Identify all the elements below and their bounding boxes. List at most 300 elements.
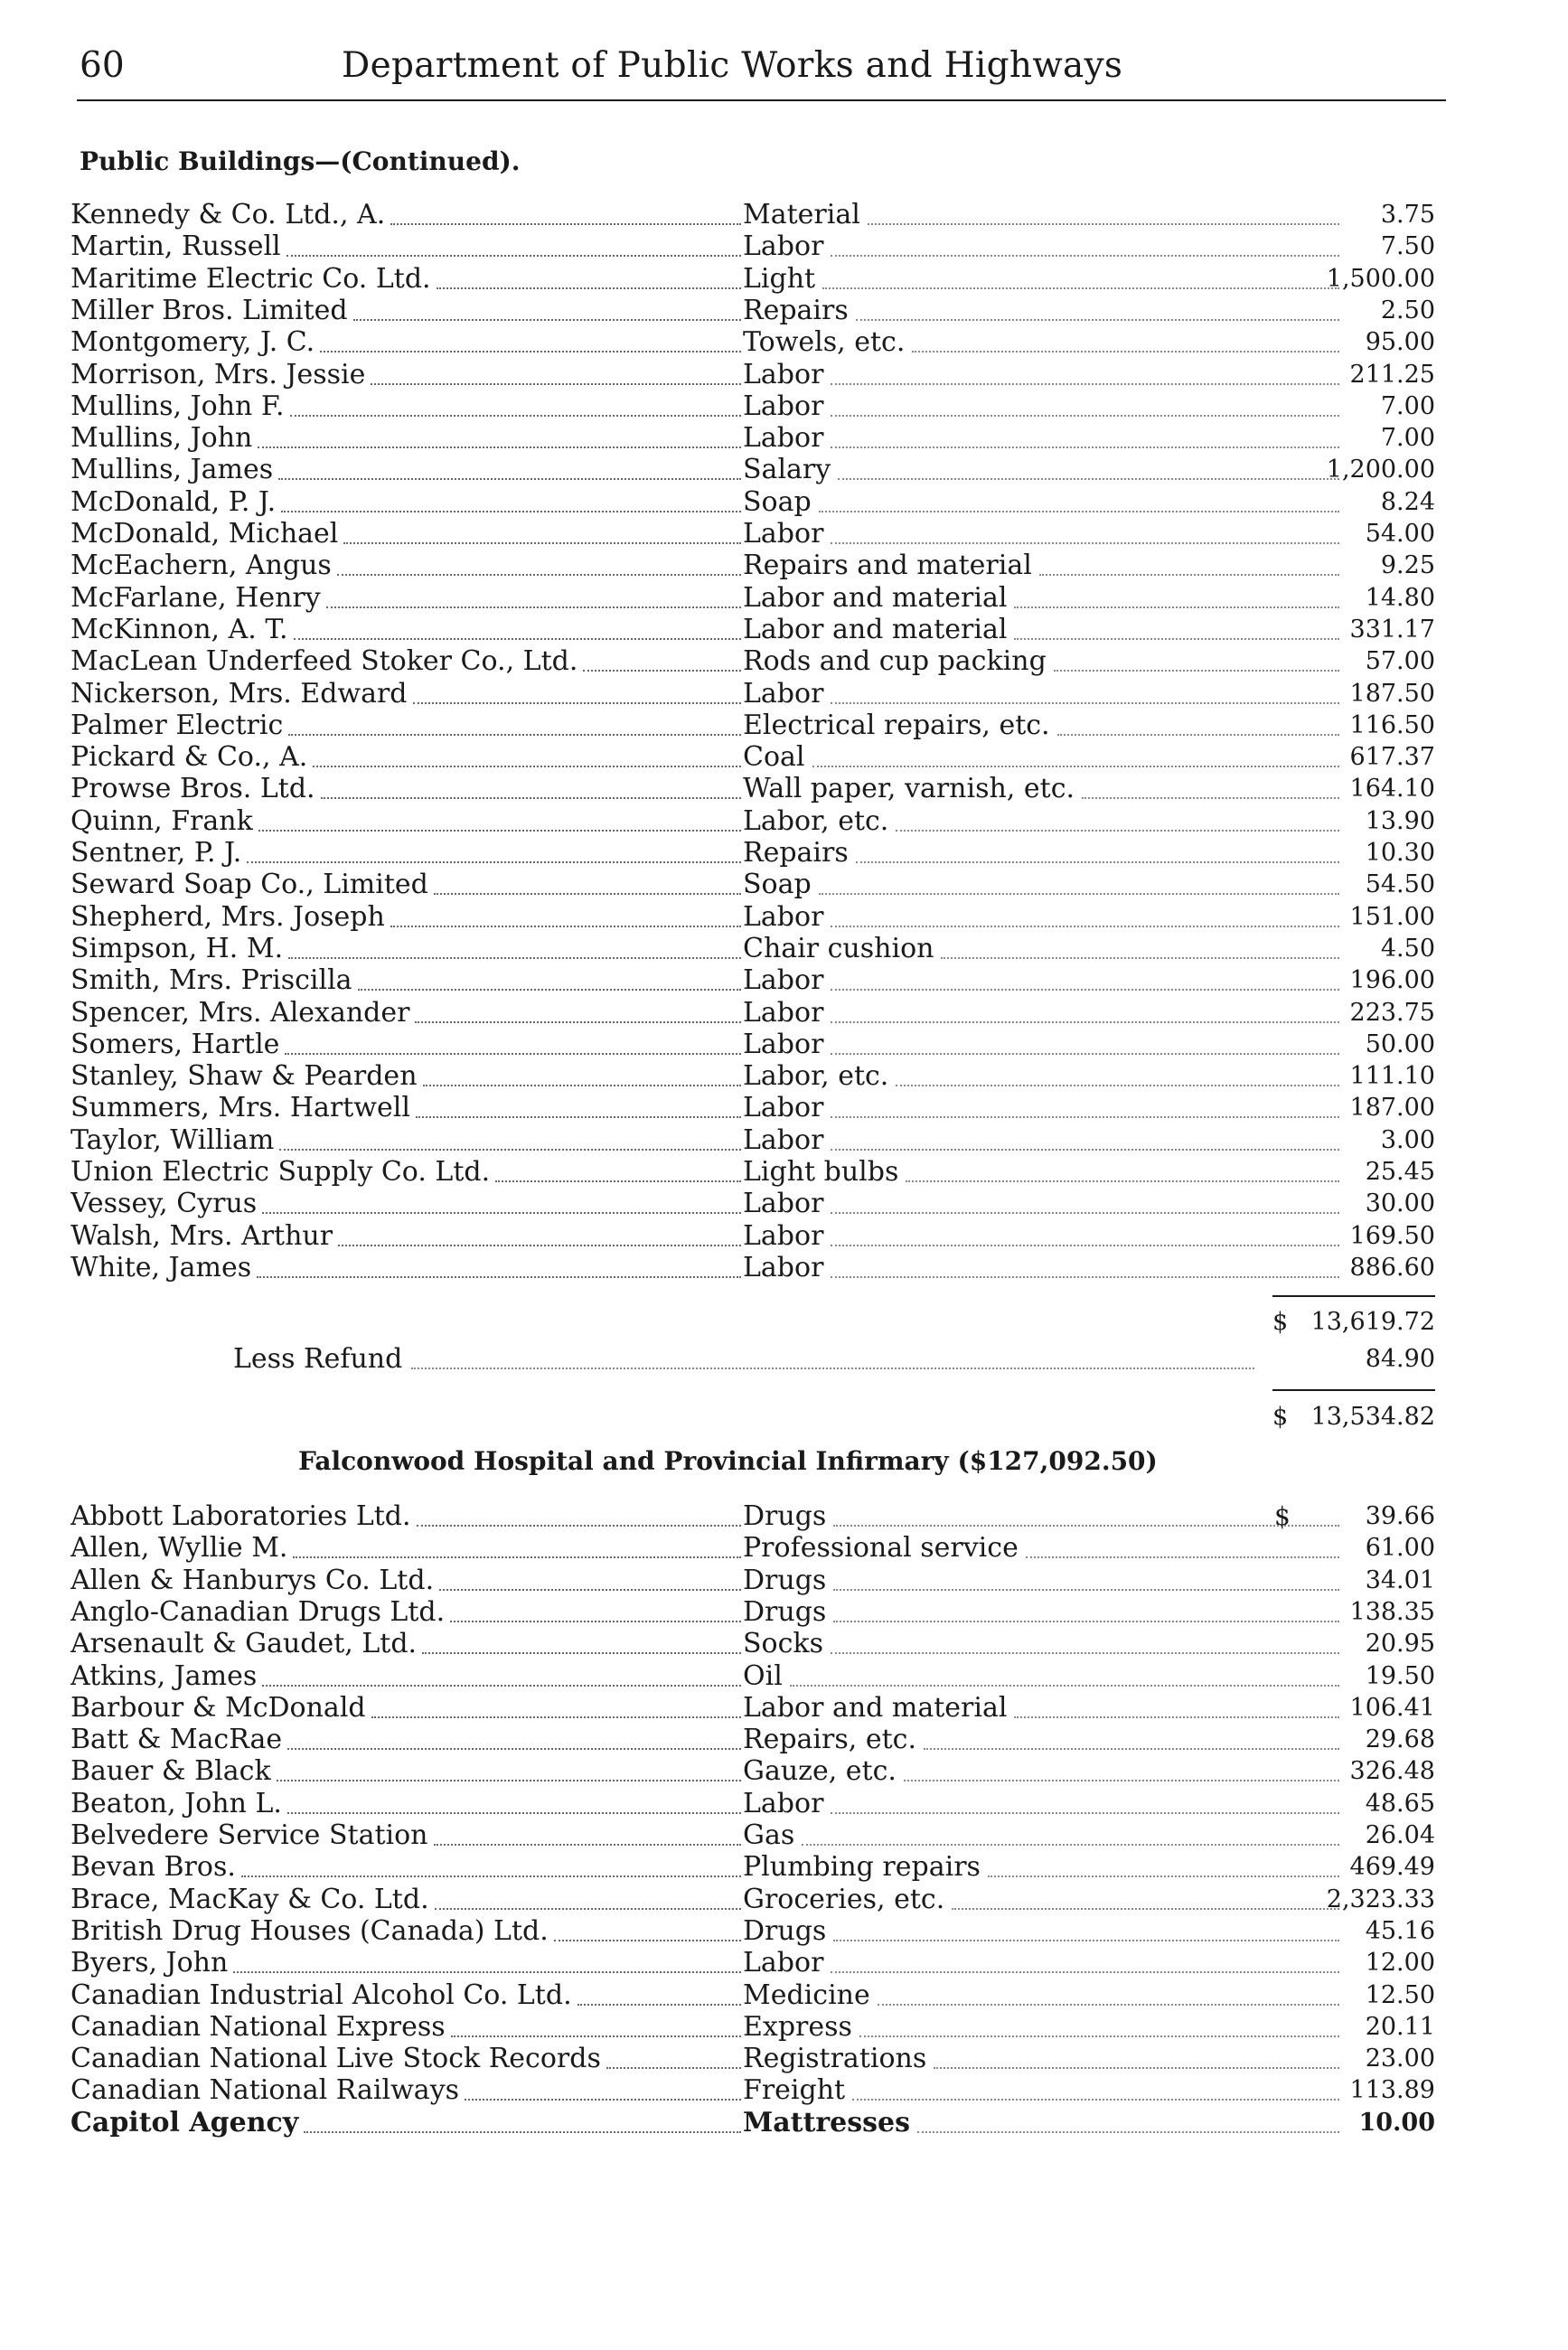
purpose-text: Repairs and material (743, 550, 1032, 582)
payee-cell (70, 1532, 741, 1565)
payee-name: Atkins, James (70, 1659, 258, 1692)
payee-name: Allen, Wyllie M. (70, 1532, 288, 1565)
payee-name: Mullins, James (70, 454, 274, 486)
leader-dots (258, 446, 741, 448)
total-line (1272, 1401, 1435, 1434)
table-row (70, 997, 1435, 1029)
payee-cell (70, 710, 741, 742)
purpose-text: Labor (743, 1787, 824, 1819)
leader-dots (257, 1276, 741, 1278)
purpose-text: Labor (743, 900, 824, 933)
leader-dots (277, 1780, 741, 1781)
table-row (70, 582, 1435, 615)
table-row (70, 454, 1435, 486)
amount-cell: 116.50 (1349, 710, 1435, 739)
leader-dots (465, 2099, 741, 2101)
amount-cell: 886.60 (1349, 1253, 1435, 1282)
amount-cell: 7.50 (1380, 232, 1435, 261)
amount-cell: 10.00 (1358, 2108, 1435, 2137)
amount-cell: 30.00 (1365, 1189, 1435, 1218)
amount-cell: 331.17 (1349, 615, 1435, 644)
amount-cell: 187.00 (1349, 1094, 1435, 1123)
purpose-text: Material (743, 199, 860, 230)
payee-cell (70, 295, 741, 327)
table-row (70, 901, 1435, 934)
purpose-text: Wall paper, varnish, etc. (743, 773, 1075, 805)
total-amount: 13,534.82 (1310, 1403, 1435, 1431)
amount-cell: 111.10 (1349, 1062, 1435, 1091)
payee-cell (70, 263, 741, 296)
purpose-cell (743, 199, 1339, 231)
leader-dots (583, 670, 741, 672)
payee-cell (70, 1884, 741, 1916)
table-row (70, 837, 1435, 870)
leader-dots (415, 1021, 741, 1023)
leader-dots (434, 893, 741, 895)
amount-cell: 2,323.33 (1326, 1885, 1435, 1913)
table-row (70, 1788, 1435, 1820)
leader-dots (831, 1245, 1339, 1246)
purpose-cell (743, 359, 1339, 391)
purpose-cell (743, 1029, 1339, 1061)
payee-cell (70, 1851, 741, 1884)
leader-dots (790, 1685, 1339, 1687)
payee-name: McDonald, P. J. (70, 485, 277, 518)
purpose-cell (743, 1692, 1339, 1725)
table-row (70, 518, 1435, 550)
payee-cell (70, 741, 741, 774)
subtotal-amount: 13,619.72 (1310, 1308, 1435, 1336)
purpose-text: Repairs, etc. (743, 1724, 916, 1756)
payee-name: Canadian Industrial Alcohol Co. Ltd. (70, 1979, 572, 2011)
amount-cell: 211.25 (1349, 360, 1435, 389)
table-row (70, 1252, 1435, 1284)
payee-cell (70, 486, 741, 519)
purpose-cell (743, 1915, 1339, 1948)
leader-dots (831, 1812, 1339, 1814)
payee-cell (70, 454, 741, 486)
purpose-cell (743, 1851, 1339, 1884)
purpose-cell (743, 390, 1339, 423)
table-row (70, 295, 1435, 327)
purpose-cell (743, 645, 1339, 678)
purpose-cell (743, 773, 1339, 805)
leader-dots (390, 926, 741, 927)
payee-name: McFarlane, Henry (70, 581, 321, 614)
refund-label: Less Refund (233, 1343, 403, 1375)
leader-dots (822, 287, 1339, 289)
payee-name: Anglo-Canadian Drugs Ltd. (70, 1595, 446, 1628)
leader-dots (831, 1149, 1339, 1151)
payee-cell (70, 1915, 741, 1948)
amount-cell: 1,200.00 (1326, 456, 1435, 484)
leader-dots (495, 1180, 741, 1182)
purpose-cell (743, 1755, 1339, 1788)
leader-dots (859, 2035, 1339, 2037)
payee-cell (70, 678, 741, 710)
purpose-text: Labor and material (743, 581, 1008, 614)
payee-cell (70, 230, 741, 263)
payee-name: Montgomery, J. C. (70, 326, 315, 359)
purpose-cell (743, 2074, 1339, 2107)
purpose-text: Electrical repairs, etc. (743, 709, 1050, 741)
table-row (70, 964, 1435, 997)
amount-cell: 9.25 (1380, 551, 1435, 580)
purpose-text: Soap (743, 869, 812, 901)
table-row (70, 359, 1435, 391)
dollar-sign: $ (1272, 1308, 1289, 1336)
table-row (70, 1565, 1435, 1597)
purpose-cell (743, 1884, 1339, 1916)
leader-dots (390, 223, 741, 225)
payee-name: Abbott Laboratories Ltd. (70, 1500, 411, 1532)
purpose-cell (743, 869, 1339, 901)
purpose-cell (743, 2107, 1339, 2139)
table-row (70, 1755, 1435, 1788)
leader-dots (831, 383, 1339, 385)
amount-cell: 151.00 (1349, 902, 1435, 931)
table-row (70, 326, 1435, 359)
amount-cell: 326.48 (1349, 1757, 1435, 1786)
table-row (70, 1220, 1435, 1253)
purpose-cell (743, 710, 1339, 742)
payee-cell (70, 1819, 741, 1852)
purpose-text: Labor and material (743, 1691, 1008, 1724)
payee-name: Canadian National Live Stock Records (70, 2043, 601, 2075)
amount-cell: 164.10 (1349, 775, 1435, 804)
purpose-text: Oil (743, 1659, 783, 1692)
leader-dots (233, 1971, 741, 1973)
table-row (70, 1532, 1435, 1565)
leader-dots (878, 2004, 1339, 2006)
payee-cell (70, 1124, 741, 1157)
payee-name: Quinn, Frank (70, 804, 253, 837)
payee-cell (70, 869, 741, 901)
purpose-cell (743, 2011, 1339, 2044)
purpose-text: Labor (743, 230, 824, 263)
refund-line (233, 1343, 1435, 1376)
amount-cell: 8.24 (1380, 487, 1435, 516)
purpose-cell (743, 230, 1339, 263)
leader-dots (819, 511, 1339, 512)
amount-cell: 12.00 (1365, 1949, 1435, 1978)
amount-cell: 95.00 (1365, 328, 1435, 357)
payee-name: Kennedy & Co. Ltd., A. (70, 199, 386, 230)
purpose-cell (743, 295, 1339, 327)
amount-cell: 48.65 (1365, 1789, 1435, 1818)
leader-dots (293, 1556, 741, 1558)
purpose-cell (743, 1724, 1339, 1756)
purpose-text: Labor (743, 1123, 824, 1156)
leader-dots (831, 926, 1339, 927)
leader-dots (838, 478, 1339, 480)
amount-cell: 54.50 (1365, 870, 1435, 899)
purpose-text: Labor (743, 358, 824, 390)
payee-name: Spencer, Mrs. Alexander (70, 996, 410, 1029)
amount-cell: 7.00 (1380, 424, 1435, 453)
purpose-cell (743, 1060, 1339, 1093)
purpose-text: Labor (743, 518, 824, 550)
payee-cell (70, 805, 741, 838)
leader-dots (321, 797, 741, 799)
payee-cell (70, 1692, 741, 1725)
leader-dots (287, 1748, 741, 1750)
payee-cell (70, 1092, 741, 1124)
payee-name: Sentner, P. J. (70, 837, 242, 869)
purpose-cell (743, 2043, 1339, 2075)
table-row (70, 230, 1435, 263)
page-number: 60 (80, 45, 125, 86)
leader-dots (416, 1116, 741, 1118)
table-row (70, 1092, 1435, 1124)
table-row (70, 1660, 1435, 1693)
payee-name: Martin, Russell (70, 230, 281, 263)
payee-name: Brace, MacKay & Co. Ltd. (70, 1883, 429, 1915)
leader-dots (413, 702, 741, 704)
purpose-cell (743, 805, 1339, 838)
purpose-cell (743, 964, 1339, 997)
leader-dots (338, 1245, 741, 1246)
leader-dots (833, 1589, 1339, 1591)
leader-dots (288, 734, 741, 736)
purpose-cell (743, 1092, 1339, 1124)
payee-cell (70, 1252, 741, 1284)
payee-name: Mullins, John (70, 422, 253, 455)
purpose-text: Repairs (743, 294, 849, 326)
purpose-text: Labor and material (743, 613, 1008, 645)
purpose-cell (743, 1188, 1339, 1220)
amount-cell: 61.00 (1365, 1534, 1435, 1563)
table-row (70, 486, 1435, 519)
purpose-text: Labor (743, 422, 824, 455)
leader-dots (831, 415, 1339, 417)
payee-name: Miller Bros. Limited (70, 294, 348, 326)
leader-dots (434, 1844, 742, 1846)
table-row (70, 1947, 1435, 1979)
purpose-cell (743, 1252, 1339, 1284)
amount-cell: 19.50 (1365, 1661, 1435, 1690)
leader-dots (262, 1685, 741, 1687)
payee-name: Walsh, Mrs. Arthur (70, 1219, 333, 1252)
purpose-cell (743, 1156, 1339, 1189)
page-header (80, 45, 1444, 99)
payee-name: Smith, Mrs. Priscilla (70, 964, 352, 997)
payee-name: Canadian National Express (70, 2010, 446, 2043)
section-title-falconwood: Falconwood Hospital and Provincial Infirmary ($127,092.50) (298, 1446, 1158, 1476)
purpose-text: Labor (743, 677, 824, 710)
leader-dots (831, 1212, 1339, 1214)
purpose-cell (743, 518, 1339, 550)
purpose-text: Professional service (743, 1532, 1019, 1565)
leader-dots (831, 542, 1339, 544)
payee-name: Summers, Mrs. Hartwell (70, 1092, 410, 1124)
purpose-cell (743, 1947, 1339, 1979)
purpose-cell (743, 1660, 1339, 1693)
table-row (70, 1884, 1435, 1916)
payee-cell (70, 1220, 741, 1253)
leader-dots (290, 415, 741, 417)
purpose-text: Labor (743, 1092, 824, 1124)
payee-cell (70, 199, 741, 231)
purpose-cell (743, 486, 1339, 519)
amount-cell: 223.75 (1349, 998, 1435, 1027)
amount-cell: 4.50 (1380, 934, 1435, 963)
leader-dots (371, 383, 741, 385)
purpose-text: Coal (743, 741, 805, 774)
payee-cell (70, 1628, 741, 1660)
table-row (70, 1156, 1435, 1189)
leader-dots (285, 1053, 741, 1055)
purpose-cell (743, 582, 1339, 615)
purpose-text: Mattresses (743, 2106, 911, 2138)
payee-name: Byers, John (70, 1947, 229, 1979)
payee-name: Arsenault & Gaudet, Ltd. (70, 1628, 418, 1660)
purpose-text: Labor (743, 1947, 824, 1979)
leader-dots (606, 2067, 741, 2069)
leader-dots (304, 2131, 741, 2133)
payee-name: Union Electric Supply Co. Ltd. (70, 1156, 491, 1188)
section-title-public-buildings: Public Buildings—(Continued). (80, 146, 521, 176)
payee-name: British Drug Houses (Canada) Ltd. (70, 1914, 549, 1947)
payee-name: Morrison, Mrs. Jessie (70, 358, 366, 390)
table-row (70, 2074, 1435, 2107)
leader-dots (294, 638, 742, 640)
amount-cell: 1,500.00 (1326, 264, 1435, 293)
payee-cell (70, 1596, 741, 1629)
purpose-text: Labor (743, 1251, 824, 1283)
purpose-text: Labor, etc. (743, 804, 889, 837)
payee-name: McEachern, Angus (70, 550, 332, 582)
payee-name: Prowse Bros. Ltd. (70, 773, 315, 805)
purpose-text: Registrations (743, 2043, 927, 2075)
table-row (70, 1979, 1435, 2012)
amount-cell: 12.50 (1365, 1980, 1435, 2009)
payee-cell (70, 390, 741, 423)
payee-name: Pickard & Co., A. (70, 741, 308, 774)
amount-cell: 20.95 (1365, 1630, 1435, 1659)
purpose-cell (743, 1220, 1339, 1253)
table-row (70, 422, 1435, 455)
leader-dots (313, 766, 741, 767)
purpose-text: Soap (743, 485, 812, 518)
table-row (70, 2043, 1435, 2075)
leader-dots (423, 1085, 741, 1086)
dollar-sign: $ (1272, 1403, 1289, 1431)
purpose-text: Freight (743, 2074, 846, 2107)
leader-dots (833, 1621, 1339, 1622)
amount-cell: 25.45 (1365, 1158, 1435, 1186)
leader-dots (326, 606, 741, 608)
purpose-text: Gauze, etc. (743, 1755, 897, 1788)
leader-dots (411, 1368, 1254, 1369)
payee-name: Shepherd, Mrs. Joseph (70, 900, 385, 933)
amount-cell: 169.50 (1349, 1221, 1435, 1250)
payee-cell (70, 1947, 741, 1979)
amount-cell: 45.16 (1365, 1916, 1435, 1945)
leader-dots (868, 223, 1339, 225)
amount-cell: 106.41 (1349, 1693, 1435, 1722)
purpose-cell (743, 1532, 1339, 1565)
payee-name: Allen & Hanburys Co. Ltd. (70, 1564, 435, 1596)
table-row (70, 773, 1435, 805)
purpose-cell (743, 1819, 1339, 1852)
payee-cell (70, 1755, 741, 1788)
purpose-text: Labor (743, 1188, 824, 1220)
table-row (70, 869, 1435, 901)
leader-dots (320, 351, 741, 352)
amount-cell: 54.00 (1365, 520, 1435, 548)
amount-cell: 29.68 (1365, 1725, 1435, 1754)
table-row (70, 199, 1435, 231)
purpose-cell (743, 263, 1339, 296)
purpose-text: Drugs (743, 1914, 827, 1947)
purpose-text: Drugs (743, 1595, 827, 1628)
payee-cell (70, 1500, 741, 1533)
leader-dots (812, 766, 1340, 767)
amount-cell: 34.01 (1365, 1565, 1435, 1594)
table-row (70, 1500, 1435, 1533)
payee-name: Vessey, Cyrus (70, 1188, 258, 1220)
leader-dots (353, 319, 741, 321)
leader-dots (852, 2099, 1339, 2101)
leader-dots (577, 2004, 741, 2006)
amount-cell: 617.37 (1349, 743, 1435, 772)
purpose-text: Socks (743, 1628, 823, 1660)
leader-dots (831, 1116, 1339, 1118)
leader-dots (241, 1875, 741, 1877)
amount-cell: 138.35 (1349, 1597, 1435, 1626)
leader-dots (279, 1149, 741, 1151)
table-row (70, 710, 1435, 742)
payee-name: McDonald, Michael (70, 518, 339, 550)
payee-name: Bauer & Black (70, 1755, 271, 1788)
leader-dots (435, 1908, 741, 1910)
leader-dots (281, 511, 741, 512)
payee-name: Simpson, H. M. (70, 932, 284, 964)
payee-name: Palmer Electric (70, 709, 284, 741)
purpose-text: Towels, etc. (743, 326, 906, 359)
leader-dots (337, 574, 741, 576)
purpose-text: Rods and cup packing (743, 645, 1047, 678)
payee-name: Maritime Electric Co. Ltd. (70, 262, 431, 295)
payee-cell (70, 359, 741, 391)
payee-cell (70, 997, 741, 1029)
amount-cell: 50.00 (1365, 1029, 1435, 1058)
leader-dots (278, 478, 741, 480)
running-title: Department of Public Works and Highways (342, 45, 1123, 86)
payee-cell (70, 2107, 741, 2139)
leader-dots (831, 1971, 1339, 1973)
payee-cell (70, 2043, 741, 2075)
payee-cell (70, 1788, 741, 1820)
leader-dots (819, 893, 1339, 895)
leader-dots (262, 1212, 741, 1214)
purpose-text: Light bulbs (743, 1156, 899, 1188)
table-row (70, 550, 1435, 582)
purpose-text: Labor (743, 1219, 824, 1252)
payee-cell (70, 614, 741, 646)
leader-dots (286, 255, 741, 257)
purpose-text: Labor (743, 996, 824, 1029)
payee-cell (70, 933, 741, 965)
amount-cell: 3.75 (1380, 201, 1435, 229)
amount-cell: 3.00 (1380, 1125, 1435, 1154)
payee-cell (70, 1724, 741, 1756)
table-row (70, 805, 1435, 838)
payee-name: Bevan Bros. (70, 1851, 236, 1884)
leader-dots (288, 957, 741, 959)
total-rule (1272, 1389, 1435, 1391)
